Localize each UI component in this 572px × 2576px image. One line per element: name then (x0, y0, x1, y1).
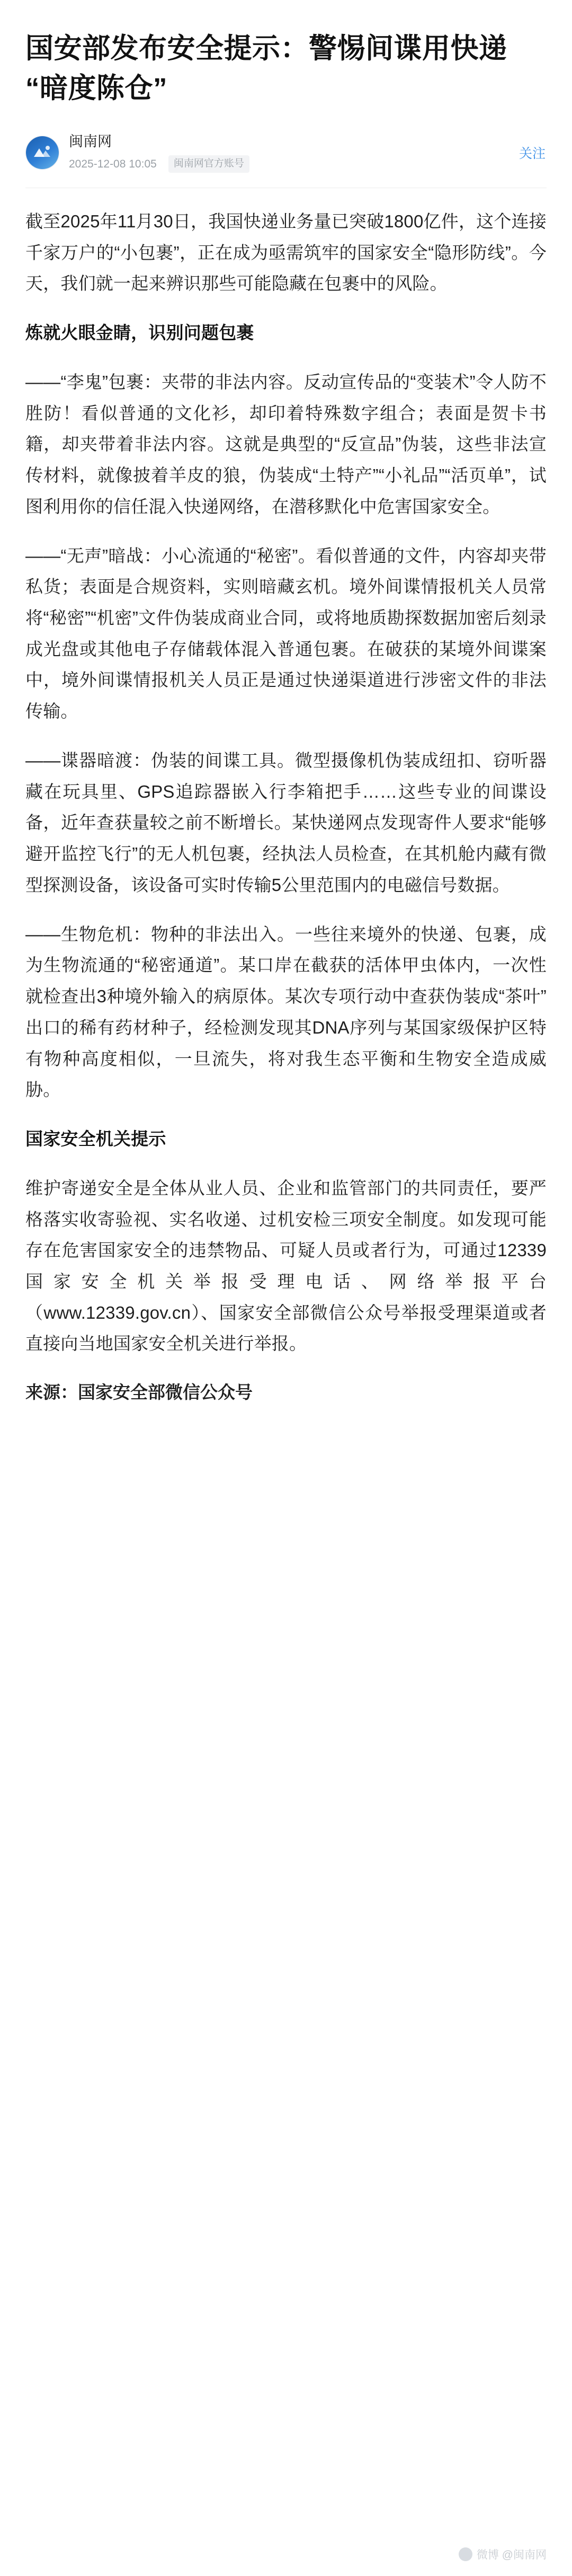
publish-date: 2025-12-08 10:05 (69, 157, 157, 170)
follow-button[interactable]: 关注 (519, 146, 546, 162)
article-body (25, 206, 547, 1407)
article-subheading: 国家安全机关提示 (25, 1129, 166, 1149)
avatar[interactable] (25, 136, 59, 170)
article-paragraph: ——“李鬼”包裹：夹带的非法内容。反动宣传品的“变装术”令人防不胜防！看似普通的文化衫，却印着特殊数字组合；表面是贺卡书籍，却夹带着非法内容。这就是典型的“反宣品”伪装，这些非法宣传材料，就像披着羊皮的狼，伪装成“土特产”“小礼品”“活页单”，试图利用你的信任混入快递网络，在潜移默化中危害国家安全。 (25, 372, 547, 516)
author-row (25, 133, 547, 178)
article-paragraph: 截至2025年11月30日，我国快递业务量已突破1800亿件，这个连接千家万户的“小包裹”，正在成为亟需筑牢的国家安全“隐形防线”。今天，我们就一起来辨识那些可能隐藏在包裹中的风险。 (25, 211, 547, 294)
weibo-logo-icon (459, 2547, 472, 2561)
article-paragraph: ——“无声”暗战：小心流通的“秘密”。看似普通的文件，内容却夹带私货；表面是合规资料，实则暗藏玄机。境外间谍情报机关人员常将“秘密”“机密”文件伪装成商业合同，或将地质勘探数据加密后刻录成光盘或其他电子存储载体混入普通包裹。在破获的某境外间谍案中，境外间谍情报机关人员正是通过快递渠道进行涉密文件的非法传输。 (25, 545, 547, 721)
author-badge: 闽南网官方账号 (168, 155, 249, 173)
footer-watermark (459, 2546, 547, 2562)
publisher-avatar-icon (26, 136, 59, 169)
article-paragraph: ——生物危机：物种的非法出入。一些往来境外的快递、包裹，成为生物流通的“秘密通道”。某口岸在截获的活体甲虫体内，一次性就检查出3种境外输入的病原体。某次专项行动中查获伪装成“茶叶”出口的稀有药材种子，经检测发现其DNA序列与某国家级保护区特有物种高度相似，一旦流失，将对我生态平衡和生物安全造成威胁。 (25, 924, 547, 1100)
article-source: 来源：国家安全部微信公众号 (25, 1382, 253, 1402)
article-subheading: 炼就火眼金睛，识别问题包裹 (25, 323, 254, 343)
footer-watermark-text: 微博 @闽南网 (476, 2549, 547, 2561)
author-meta (69, 133, 518, 173)
article-paragraph: ——谍器暗渡：伪装的间谍工具。微型摄像机伪装成纽扣、窃听器藏在玩具里、GPS追踪器嵌入行李箱把手……这些专业的间谍设备，近年查获量较之前不断增长。某快递网点发现寄件人要求“能够避开监控飞行”的无人机包裹，经执法人员检查，在其机舱内藏有微型探测设备，该设备可实时传输5公里范围内的电磁信号数据。 (25, 750, 547, 895)
page-title: 国安部发布安全提示：警惕间谍用快递“暗度陈仓” (25, 33, 507, 104)
author-name[interactable]: 闽南网 (69, 133, 112, 149)
article-paragraph: 维护寄递安全是全体从业人员、企业和监管部门的共同责任，要严格落实收寄验视、实名收递、过机安检三项安全制度。如发现可能存在危害国家安全的违禁物品、可疑人员或者行为，可通过12339国家安全机关举报受理电话、网络举报平台（www.12339.gov.cn）、国家安全部微信公众号举报受理渠道或者直接向当地国家安全机关进行举报。 (25, 1178, 547, 1354)
author-subline (69, 155, 518, 173)
